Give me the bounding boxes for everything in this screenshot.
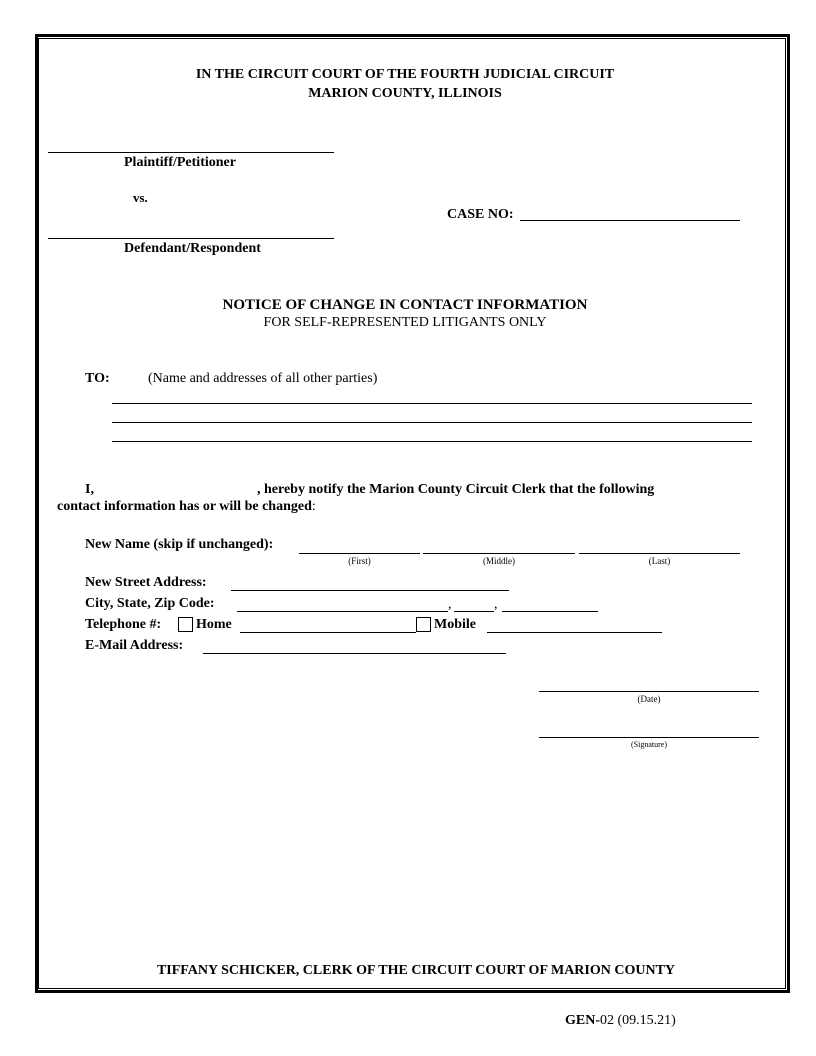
telephone-label: Telephone #: <box>85 617 162 632</box>
new-name-label: New Name (skip if unchanged): <box>85 537 274 552</box>
mobile-checkbox[interactable] <box>416 617 431 632</box>
city-label: City, State, Zip Code: <box>85 596 215 611</box>
mobile-label: Mobile <box>434 617 476 632</box>
home-phone-input[interactable] <box>240 632 416 633</box>
defendant-label: Defendant/Respondent <box>124 241 261 256</box>
middle-caption: (Middle) <box>483 556 515 566</box>
parties-line-1[interactable] <box>112 403 752 404</box>
form-code <box>565 1013 676 1029</box>
street-label: New Street Address: <box>85 575 207 590</box>
mobile-phone-input[interactable] <box>487 632 662 633</box>
city-input[interactable] <box>237 611 448 612</box>
court-heading: IN THE CIRCUIT COURT OF THE FOURTH JUDICIAL CIRCUIT <box>195 67 615 82</box>
signature-caption: (Signature) <box>631 740 667 749</box>
case-no-line[interactable] <box>520 220 740 221</box>
plaintiff-label: Plaintiff/Petitioner <box>124 155 236 170</box>
statement-i: I, <box>85 482 94 497</box>
parties-line-2[interactable] <box>112 422 752 423</box>
defendant-line[interactable] <box>48 238 334 239</box>
statement-line-2 <box>57 499 316 515</box>
document-title: NOTICE OF CHANGE IN CONTACT INFORMATION <box>222 297 588 313</box>
first-caption: (First) <box>348 556 371 566</box>
statement-line-2-colon: : <box>311 499 316 514</box>
case-no-label: CASE NO: <box>447 207 514 222</box>
plaintiff-line[interactable] <box>48 152 334 153</box>
signature-line[interactable] <box>539 737 759 738</box>
last-name-input[interactable] <box>579 553 740 554</box>
middle-name-input[interactable] <box>423 553 575 554</box>
parties-line-3[interactable] <box>112 441 752 442</box>
email-label: E-Mail Address: <box>85 638 184 653</box>
state-input[interactable] <box>454 611 494 612</box>
date-caption: (Date) <box>637 694 661 704</box>
zip-input[interactable] <box>502 611 598 612</box>
statement-notify: , hereby notify the Marion County Circuit Clerk that the following <box>257 482 655 497</box>
to-instruction: (Name and addresses of all other parties) <box>148 371 378 386</box>
home-label: Home <box>196 617 232 632</box>
state-comma: , <box>494 597 498 612</box>
clerk-footer: TIFFANY SCHICKER, CLERK OF THE CIRCUIT COURT OF MARION COUNTY <box>156 963 676 978</box>
city-comma: , <box>448 597 452 612</box>
to-label: TO: <box>85 371 110 386</box>
home-checkbox[interactable] <box>178 617 193 632</box>
document-subtitle: FOR SELF-REPRESENTED LITIGANTS ONLY <box>263 315 547 330</box>
last-caption: (Last) <box>648 556 671 566</box>
form-code-prefix: GEN- <box>565 1013 600 1028</box>
street-input[interactable] <box>231 590 509 591</box>
date-line[interactable] <box>539 691 759 692</box>
versus-label: vs. <box>133 190 148 205</box>
first-name-input[interactable] <box>299 553 420 554</box>
email-input[interactable] <box>203 653 506 654</box>
form-code-version: 02 (09.15.21) <box>600 1013 676 1028</box>
statement-line-2-text: contact information has or will be changed <box>57 499 312 514</box>
county-heading: MARION COUNTY, ILLINOIS <box>308 86 502 101</box>
